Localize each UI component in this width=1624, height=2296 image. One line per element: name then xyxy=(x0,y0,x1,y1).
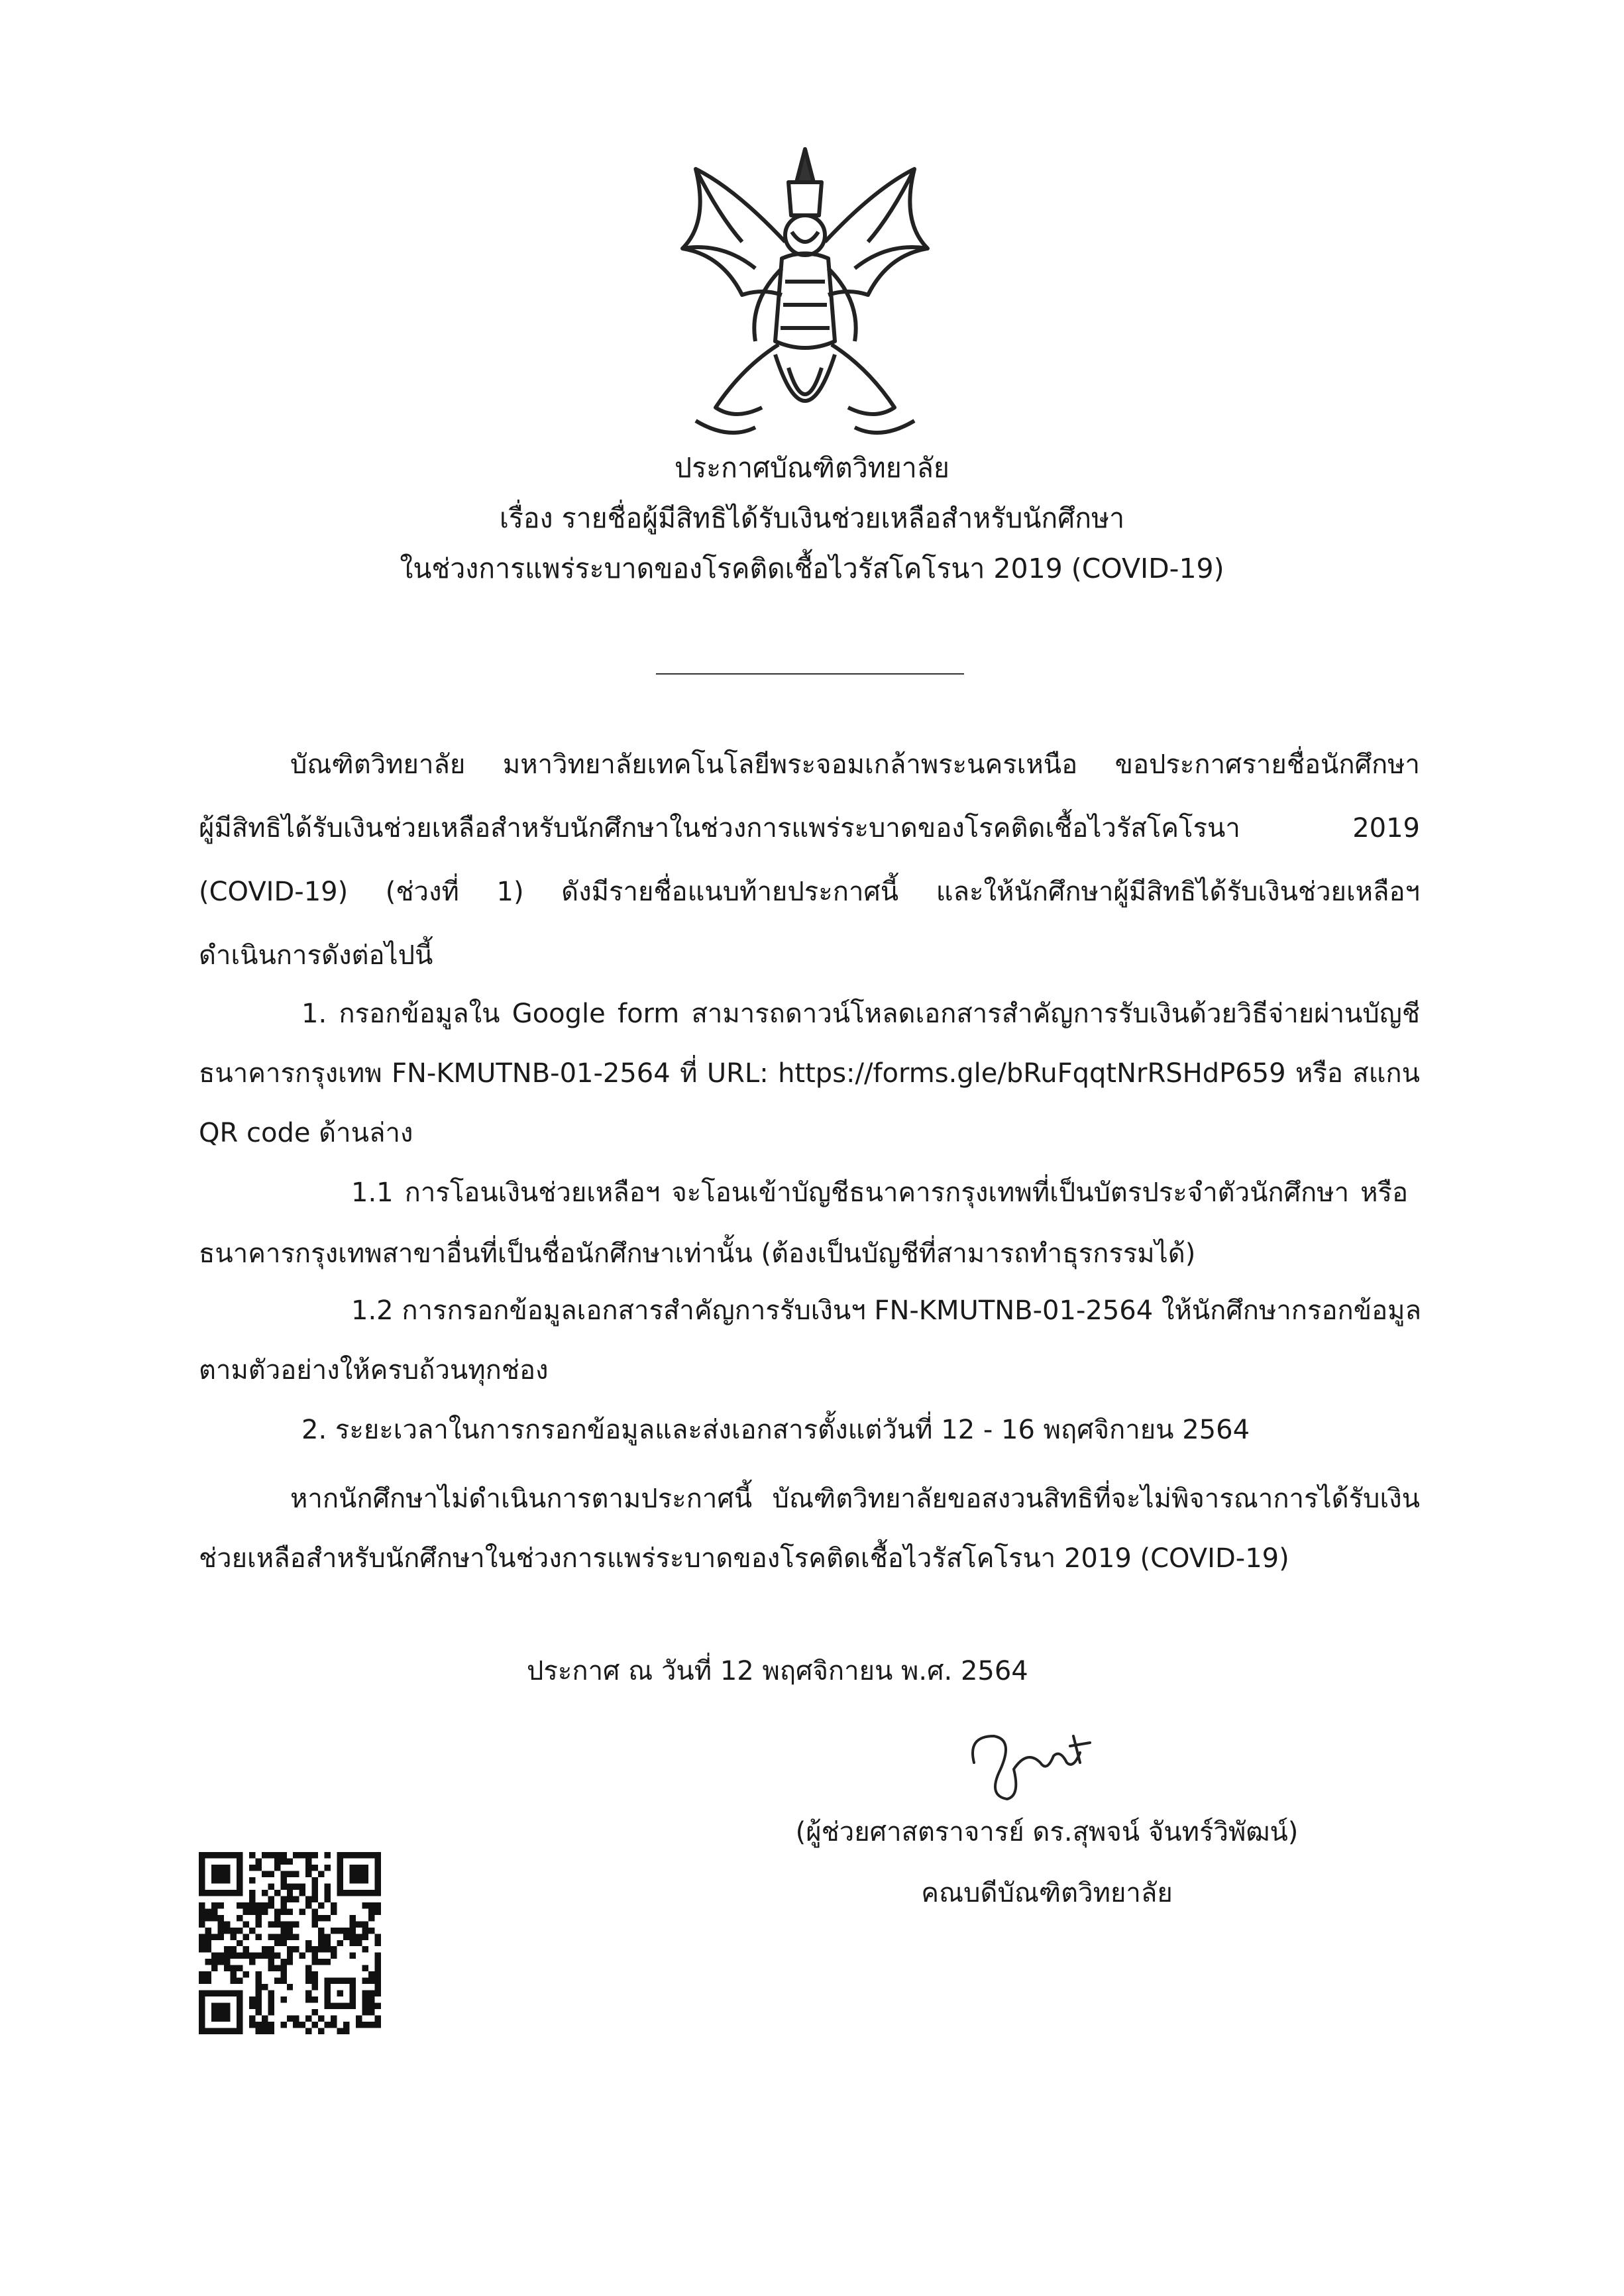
item-1-line-2: ธนาคารกรุงเทพ FN-KMUTNB-01-2564 ที่ URL: https://forms.gle/bRuFqqtNrRSHdP659 หรือ สแกน xyxy=(199,1058,1420,1089)
intro-line-4: ดำเนินการดังต่อไปนี้ xyxy=(199,940,433,971)
item-1-line-1: 1. กรอกข้อมูลใน Google form สามารถดาวน์โหลดเอกสารสำคัญการรับเงินด้วยวิธีจ่ายผ่านบัญชี xyxy=(301,999,1420,1029)
title-divider xyxy=(656,673,964,675)
intro-line-3: (COVID-19) (ช่วงที่ 1) ดังมีรายชื่อแนบท้ายประกาศนี้ และให้นักศึกษาผู้มีสิทธิได้รับเงินช่วยเหลือฯ xyxy=(199,877,1420,907)
announcement-title: ประกาศบัณฑิตวิทยาลัย xyxy=(675,452,949,484)
item-1-1-line-2: ธนาคารกรุงเทพสาขาอื่นที่เป็นชื่อนักศึกษาเท่านั้น (ต้องเป็นบัญชีที่สามารถทำธุรกรรมได้) xyxy=(199,1238,1196,1269)
item-1-line-3: QR code ด้านล่าง xyxy=(199,1118,413,1148)
intro-line-2: ผู้มีสิทธิได้รับเงินช่วยเหลือสำหรับนักศึกษาในช่วงการแพร่ระบาดของโรคติดเชื้อไวรัสโคโรนา 2019 xyxy=(199,813,1420,844)
closing-line-2: ช่วยเหลือสำหรับนักศึกษาในช่วงการแพร่ระบาดของโรคติดเชื้อไวรัสโคโรนา 2019 (COVID-19) xyxy=(199,1543,1289,1574)
item-1-2-line-2: ตามตัวอย่างให้ครบถ้วนทุกช่อง xyxy=(199,1355,549,1386)
announcement-date: ประกาศ ณ วันที่ 12 พฤศจิกายน พ.ศ. 2564 xyxy=(527,1656,1028,1686)
signer-name: (ผู้ช่วยศาสตราจารย์ ดร.สุพจน์ จันทร์วิพัฒน์) xyxy=(795,1817,1299,1847)
closing-line-1: หากนักศึกษาไม่ดำเนินการตามประกาศนี้ บัณฑิตวิทยาลัยขอสงวนสิทธิที่จะไม่พิจารณาการได้รับเงิน xyxy=(290,1484,1420,1514)
item-1-2-line-1: 1.2 การกรอกข้อมูลเอกสารสำคัญการรับเงินฯ FN-KMUTNB-01-2564 ให้นักศึกษากรอกข้อมูล xyxy=(351,1295,1421,1326)
qr-code-icon xyxy=(199,1852,381,2034)
announcement-subject: เรื่อง รายชื่อผู้มีสิทธิได้รับเงินช่วยเหลือสำหรับนักศึกษา xyxy=(499,502,1125,534)
announcement-subject-line2: ในช่วงการแพร่ระบาดของโรคติดเชื้อไวรัสโคโรนา 2019 (COVID-19) xyxy=(400,553,1224,584)
intro-line-1: บัณฑิตวิทยาลัย มหาวิทยาลัยเทคโนโลยีพระจอมเกล้าพระนครเหนือ ขอประกาศรายชื่อนักศึกษา xyxy=(290,749,1420,780)
item-2: 2. ระยะเวลาในการกรอกข้อมูลและส่งเอกสารตั้งแต่วันที่ 12 - 16 พฤศจิกายน 2564 xyxy=(301,1415,1250,1445)
item-1-1-line-1: 1.1 การโอนเงินช่วยเหลือฯ จะโอนเข้าบัญชีธนาคารกรุงเทพที่เป็นบัตรประจำตัวนักศึกษา หรือ xyxy=(351,1177,1408,1208)
garuda-emblem-icon xyxy=(656,142,954,454)
signer-position: คณบดีบัณฑิตวิทยาลัย xyxy=(921,1878,1173,1908)
signature-mark xyxy=(947,1723,1120,1809)
